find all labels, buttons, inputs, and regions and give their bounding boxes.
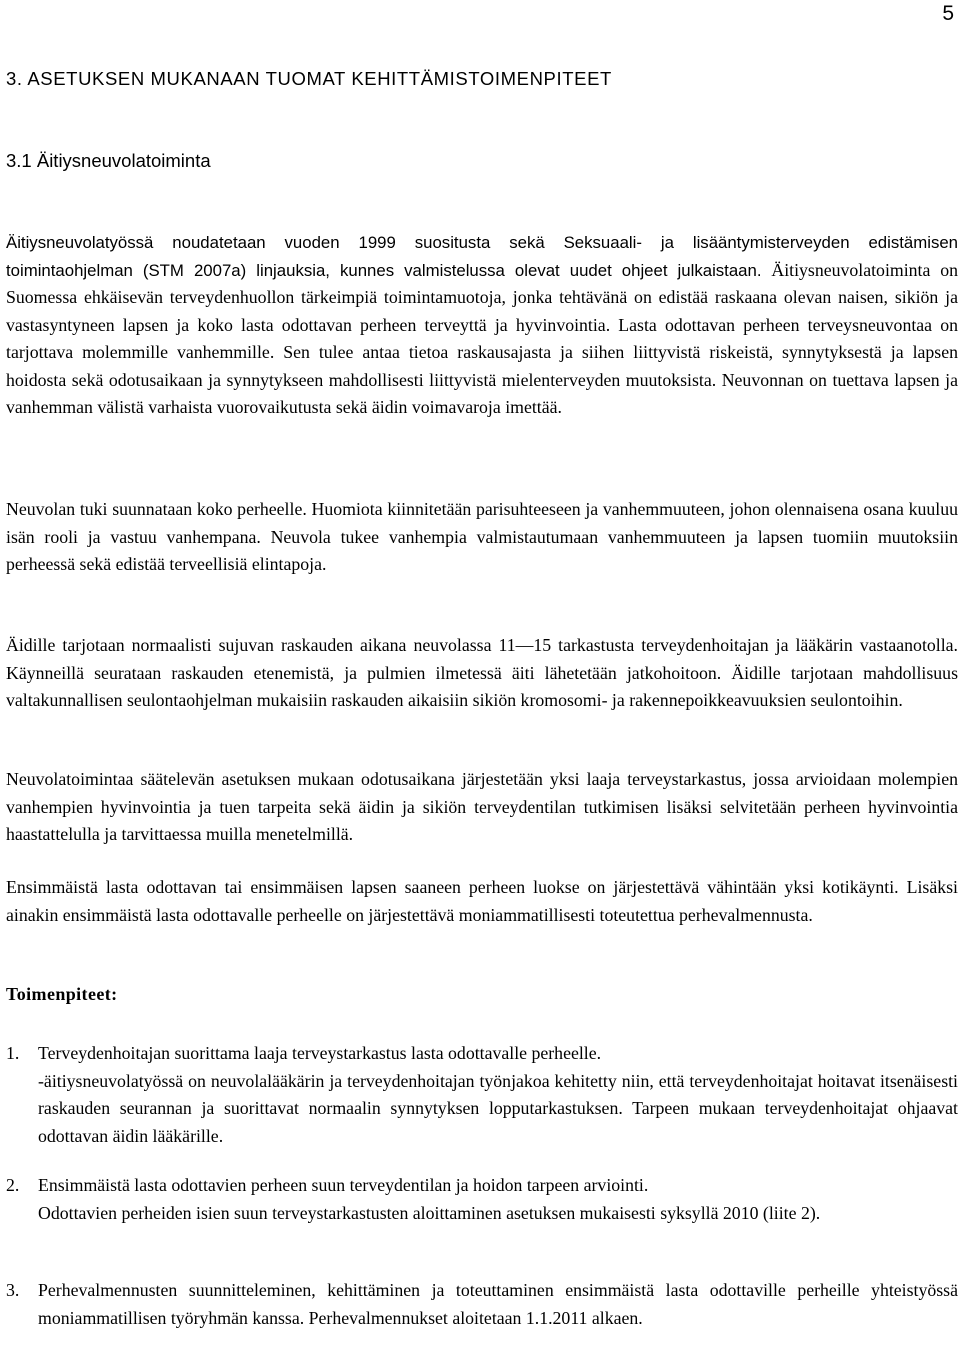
page-number: 5 (942, 2, 954, 25)
measure-title: Ensimmäistä lasta odottavien perheen suun terveydentilan ja hoidon tarpeen arviointi. (38, 1175, 649, 1195)
measure-number: 3. (6, 1280, 20, 1300)
measure-item (6, 1040, 958, 1150)
measure-number: 2. (6, 1175, 20, 1195)
measure-number: 1. (6, 1043, 20, 1063)
paragraph-checkups: Äidille tarjotaan normaalisti sujuvan raskauden aikana neuvolassa 11—15 tarkastusta terveydenhoitajan ja lääkärin vastaanotolla. Käynneillä seurataan raskauden etenemistä, ja pulmien ilmetessä äiti lähetetään jatkohoitoon. Äidille tarjotaan mahdollisuus valtakunnallisen seulontaohjelman mukaisiin raskauden aikaisiin sikiön kromosomi- ja rakennepoikkeavuuksien seulontoihin. (6, 635, 958, 710)
paragraph-intro-rest: Äitiysneuvolatoiminta on Suomessa ehkäisevän terveydenhuollon tärkeimpiä toimintamuotoja, jonka tehtävänä on edistää raskaana olevan naisen, sikiön ja vastasyntyneen lapsen ja koko lasta odottavan perheen terveyttä ja hyvinvointia. Lasta odottavan perheen terveysneuvontaa on tarjottava molemmille vanhemmille. Sen tulee antaa tietoa raskausajasta ja siihen liittyvistä riskeistä, synnytyksestä ja lapsen hoidosta sekä odotusaikaan ja synnytykseen mahdollisesti liittyvistä mielenterveyden muutoksista. Neuvonnan on tuettava lapsen ja vanhemman välistä varhaista vuorovaikutusta sekä äidin voimavaroja imettää. (6, 259, 958, 417)
subsection-heading: 3.1 Äitiysneuvolatoiminta (6, 150, 211, 171)
measure-title: Perhevalmennusten suunnitteleminen, kehittäminen ja toteuttaminen ensimmäistä lasta odottaville perheille yhteistyössä moniammatillisen työryhmän kanssa. Perhevalmennukset aloitetaan 1.1.2011 alkaen. (38, 1280, 958, 1328)
section-heading: 3. ASETUKSEN MUKANAAN TUOMAT KEHITTÄMISTOIMENPITEET (6, 68, 612, 89)
paragraph-intro (6, 229, 958, 422)
paragraph-home-visit: Ensimmäistä lasta odottavan tai ensimmäisen lapsen saaneen perheen luokse on järjestettävä vähintään yksi kotikäynti. Lisäksi ainakin ensimmäistä lasta odottavalle perheelle on järjestettävä moniammatillisesti toteutettua perhevalmennusta. (6, 877, 958, 925)
measure-item (6, 1172, 958, 1227)
measure-item (6, 1277, 958, 1332)
paragraph-family-support: Neuvolan tuki suunnataan koko perheelle. Huomiota kiinnitetään parisuhteeseen ja vanhemmuuteen, johon olennaisena osana kuuluu isän rooli ja vastuu vanhempana. Neuvola tukee vanhempia valmistautumaan vanhemmuuteen ja lapsen tuomiin muutoksiin perheessä sekä edistää terveellisiä elintapoja. (6, 499, 958, 574)
paragraph-health-examination: Neuvolatoimintaa säätelevän asetuksen mukaan odotusaikana järjestetään yksi laaja terveystarkastus, jossa arvioidaan molempien vanhempien hyvinvointia ja tuen tarpeita sekä äidin ja sikiön terveydentilan tutkimisen lisäksi selvitetään perheen hyvinvointia haastattelulla ja tarvittaessa muilla menetelmillä. (6, 769, 958, 844)
paragraph-intro-lead: Äitiysneuvolatyössä noudatetaan vuoden 1999 suositusta sekä Seksuaali- ja lisääntymisterveyden edistämisen toimintaohjelman (STM 2007a) linjauksia, kunnes valmistelussa olevat uudet ohjeet julkaistaan. (6, 233, 958, 280)
measure-detail: Odottavien perheiden isien suun terveystarkastusten aloittaminen asetuksen mukaisesti syksyllä 2010 (liite 2). (38, 1202, 821, 1223)
measures-heading: Toimenpiteet: (6, 984, 118, 1004)
measure-title: Terveydenhoitajan suorittama laaja terveystarkastus lasta odottavalle perheelle. (38, 1043, 602, 1063)
measure-detail: -äitiysneuvolatyössä on neuvolalääkärin ja terveydenhoitajan työnjakoa kehitetty niin, että terveydenhoitajat hoitavat itsenäisesti raskauden seurannan ja suorittavat normaalin synnytyksen lopputarkastuksen. Tarpeen mukaan terveydenhoitajat ohjaavat odottavan äidin lääkärille. (38, 1070, 958, 1146)
